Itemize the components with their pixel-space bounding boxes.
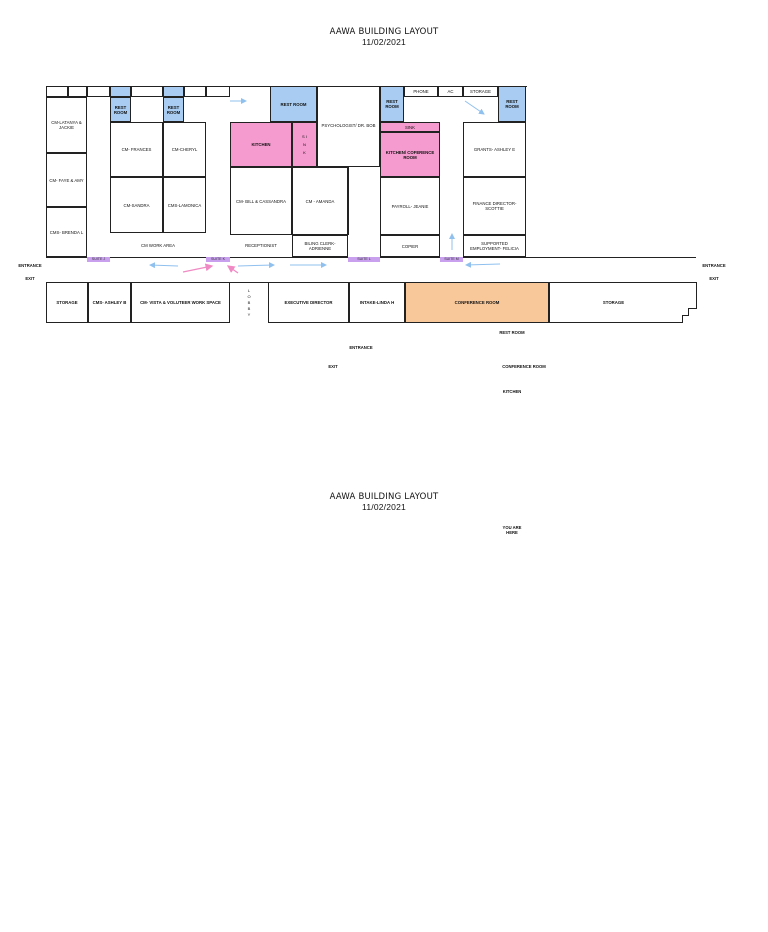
pink-arrows bbox=[183, 266, 238, 273]
room-copier: COPIER bbox=[380, 235, 440, 257]
room-billing-clerk: BILING CLERK-ADRIENNE bbox=[292, 235, 348, 257]
room-finance: FINANCE DIRECTOR-SCOTTIE bbox=[463, 177, 526, 235]
route-arrows bbox=[0, 0, 768, 340]
room-frances: CM- FRANCES bbox=[110, 122, 163, 177]
suite-k-label: SUITE K bbox=[206, 257, 230, 262]
room-brenda: CMS- BRENDA L bbox=[46, 207, 87, 257]
room-lamonica: CMS-LAMONICA bbox=[163, 177, 206, 233]
arrow-pink bbox=[183, 266, 212, 272]
restroom-3: REST ROOM bbox=[380, 86, 404, 122]
restroom-1: REST ROOM bbox=[110, 97, 131, 122]
phone-room: PHONE bbox=[404, 86, 438, 97]
room-amanda: CM - AMANDA bbox=[292, 167, 348, 235]
room-storage-right: STORAGE bbox=[549, 282, 677, 323]
title-line1: AAWA BUILDING LAYOUT bbox=[329, 27, 439, 37]
room-storage-left: STORAGE bbox=[46, 282, 88, 323]
arrow-blue bbox=[150, 265, 178, 266]
arrow-blue bbox=[466, 264, 500, 265]
room-faye: CM- FAYE & AMY bbox=[46, 153, 87, 207]
entrance-left-label: ENTRANCE bbox=[18, 263, 42, 268]
legend-restroom: REST ROOM bbox=[499, 330, 525, 335]
lobby-vertical: L O B B Y bbox=[247, 287, 251, 317]
ac-room: AC bbox=[438, 86, 463, 97]
restroom-top: REST ROOM bbox=[270, 86, 317, 122]
legend-entrance: ENTRANCE bbox=[349, 345, 373, 350]
suite-m-label: SUITE M bbox=[440, 257, 463, 262]
arrow-blue bbox=[238, 265, 274, 266]
restroom-2: REST ROOM bbox=[163, 97, 184, 122]
kitchen-room: KITCHEN bbox=[230, 122, 292, 167]
room-intake: INTAKE-LINDA H bbox=[349, 282, 405, 323]
legend-exit: EXIT bbox=[328, 364, 338, 369]
room-ashley-b: CMS- ASHLEY B bbox=[88, 282, 131, 323]
room-vista: CM- VISTA & VOLUTEER WORK SPACE bbox=[131, 282, 230, 323]
title2-line2: 11/02/2021 bbox=[362, 502, 406, 512]
legend-kitchen: KITCHEN bbox=[502, 389, 522, 394]
kitchen-conference-room: KITCHEN/ COFERENCE ROOM bbox=[380, 132, 440, 177]
sink-room: SINK bbox=[380, 122, 440, 132]
title-line2: 11/02/2021 bbox=[362, 37, 406, 47]
storage-top-room: STORAGE bbox=[463, 86, 498, 97]
restroom-4: REST ROOM bbox=[498, 86, 526, 122]
room-payroll: PAYROLL- JEANIE bbox=[380, 177, 440, 235]
room-psychologist: PSYCHOLOGIST/ DR. BOB bbox=[317, 86, 380, 167]
arrow-pink bbox=[228, 266, 238, 273]
exit-right-label: EXIT bbox=[709, 276, 719, 281]
entrance-right-label: ENTRANCE bbox=[702, 263, 726, 268]
room-receptionist: RECEPTIONIST bbox=[245, 242, 277, 248]
room-sandra: CM-SANDRA bbox=[110, 177, 163, 233]
room-grants: GRANTS- ASHLEY E bbox=[463, 122, 526, 177]
exit-left-label: EXIT bbox=[25, 276, 35, 281]
arrow-blue bbox=[465, 101, 484, 114]
room-bill-cassandra: CM- BILL & CASSANDRA bbox=[230, 167, 292, 235]
room-cm-work-area: CM WORK AREA bbox=[141, 242, 175, 248]
title2-line1: AAWA BUILDING LAYOUT bbox=[329, 492, 439, 502]
you-are-here-label: YOU ARE HERE bbox=[502, 525, 522, 535]
room-supported-employment: SUPPORTED EMPLOYMENT- FELICIA bbox=[463, 235, 526, 257]
legend-conference: CONFERENCE ROOM bbox=[502, 364, 546, 369]
suite-j-label: SUITE J bbox=[87, 257, 110, 262]
page-title-2 bbox=[0, 492, 768, 512]
room-latanya: CM-LATANYA & JACKIE bbox=[46, 97, 87, 153]
blue-arrows bbox=[150, 101, 500, 266]
room-executive-director: EXECUTIVE DIRECTOR bbox=[268, 282, 349, 323]
sink-vertical: S I N K bbox=[292, 122, 317, 167]
room-cheryl: CM-CHERYL bbox=[163, 122, 206, 177]
suite-l-label: SUITE L bbox=[348, 257, 380, 262]
conference-room: CONFERENCE ROOM bbox=[405, 282, 549, 323]
